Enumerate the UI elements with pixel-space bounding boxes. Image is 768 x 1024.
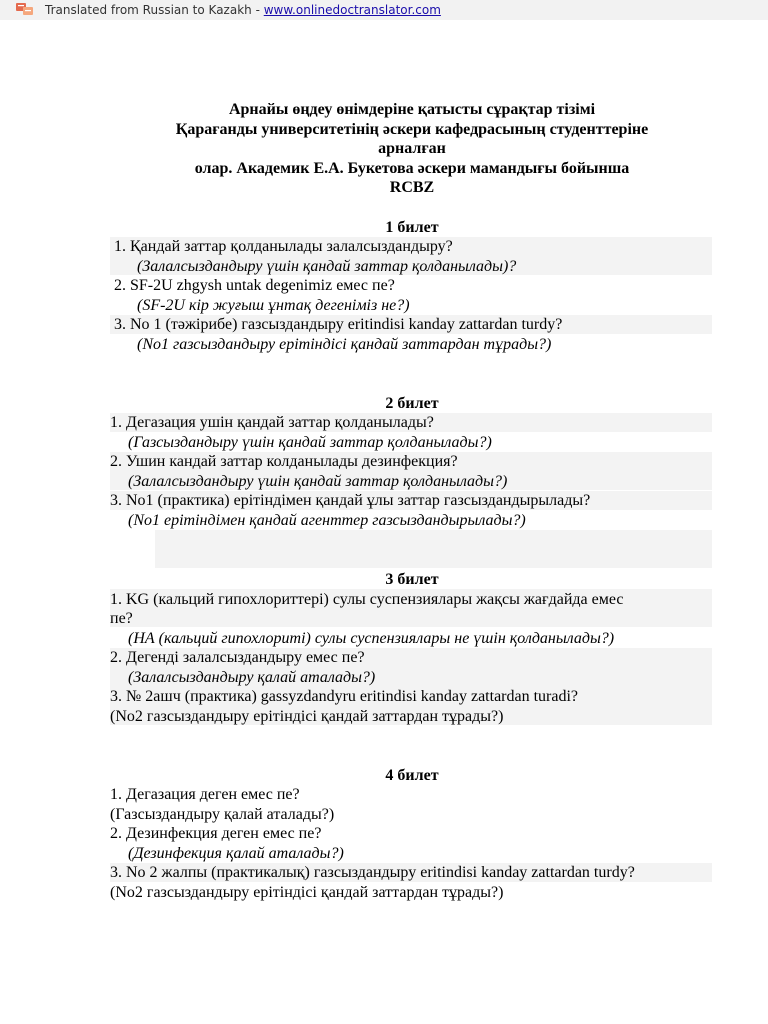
question-line: 3. № 2ашч (практика) gassyzdandyru eritindisi kanday zattardan turadi? <box>110 688 579 705</box>
title-line: Арнайы өңдеу өнімдеріне қатысты сұрақтар тізімі <box>228 101 596 118</box>
translation-line: (НА (кальций гипохлориті) сулы суспензиялары не үшін қолданылады?) <box>128 630 615 647</box>
question-line: 1. KG (кальций гипохлориттері) сулы суспензиялары жақсы жағдайда емес <box>110 591 624 608</box>
translation-line: (Залалсыздандыру үшін қандай заттар қолданылады?) <box>128 473 508 490</box>
ticket-4-heading: 4 билет <box>385 767 439 784</box>
translation-line: (No2 газсыздандыру ерітіндісі қандай заттардан тұрады?) <box>110 708 504 725</box>
question-line: 3. No 2 жалпы (практикалық) газсыздандыру eritindisi kanday zattardan turdy? <box>110 864 635 881</box>
question-line: 2. Дезинфекция деген емес пе? <box>110 825 322 842</box>
document-title <box>100 100 724 198</box>
translation-line: (Залалсыздандыру қалай аталады?) <box>128 669 376 686</box>
question-line: 3. No 1 (тәжірибе) газсыздандыру eritindisi kanday zattardan turdy? <box>114 316 563 333</box>
translation-line: (No1 ерітіндімен қандай агенттер газсыздандырылады?) <box>128 512 526 529</box>
translation-line: (Дезинфекция қалай аталады?) <box>128 845 344 862</box>
banner-prefix: Translated from Russian to Kazakh - <box>45 3 264 17</box>
question-line: 3. No1 (практика) ерітіндімен қандай ұлы заттар газсыздандырылады? <box>110 492 591 509</box>
ticket-2-heading: 2 билет <box>385 395 439 412</box>
translation-line: (Газсыздандыру үшін қандай заттар қолданылады?) <box>128 434 492 451</box>
question-line: 1. Қандай заттар қолданылады залалсыздандыру? <box>114 238 453 255</box>
translator-link[interactable]: www.onlinedoctranslator.com <box>263 3 441 17</box>
translation-line: (Газсыздандыру қалай аталады?) <box>110 806 335 823</box>
question-line: 2. SF-2U zhgysh untak degenimiz емес пе? <box>114 277 395 294</box>
translator-logo-icon <box>16 3 34 15</box>
title-line: арналған <box>378 140 446 157</box>
question-line: 2. Дегенді залалсыздандыру емес пе? <box>110 649 365 666</box>
question-line: 1. Дегазация деген емес пе? <box>110 786 300 803</box>
title-line: RCBZ <box>389 179 435 196</box>
title-line: олар. Академик Е.А. Букетова әскери мамандығы бойынша <box>194 159 630 177</box>
translation-line: (SF-2U кір жуғыш ұнтақ дегеніміз не?) <box>137 297 410 314</box>
banner-text <box>45 0 441 20</box>
translation-line: (Залалсыздандыру үшін қандай заттар қолданылады)? <box>137 258 517 275</box>
translation-banner <box>0 0 768 20</box>
translation-line: (No1 газсыздандыру ерітіндісі қандай заттардан тұрады?) <box>137 336 552 353</box>
question-line: 2. Ушин кандай заттар колданылады дезинфекция? <box>110 453 458 470</box>
highlight-block <box>155 530 712 568</box>
ticket-1-heading: 1 билет <box>385 219 439 236</box>
ticket-3-heading: 3 билет <box>385 571 439 588</box>
question-line: 1. Дегазация ушін қандай заттар қолданылады? <box>110 414 434 431</box>
translation-line: (No2 газсыздандыру ерітіндісі қандай заттардан тұрады?) <box>110 884 504 901</box>
question-line: пе? <box>110 610 133 627</box>
title-line: Қарағанды университетінің әскери кафедрасының студенттеріне <box>175 120 649 138</box>
